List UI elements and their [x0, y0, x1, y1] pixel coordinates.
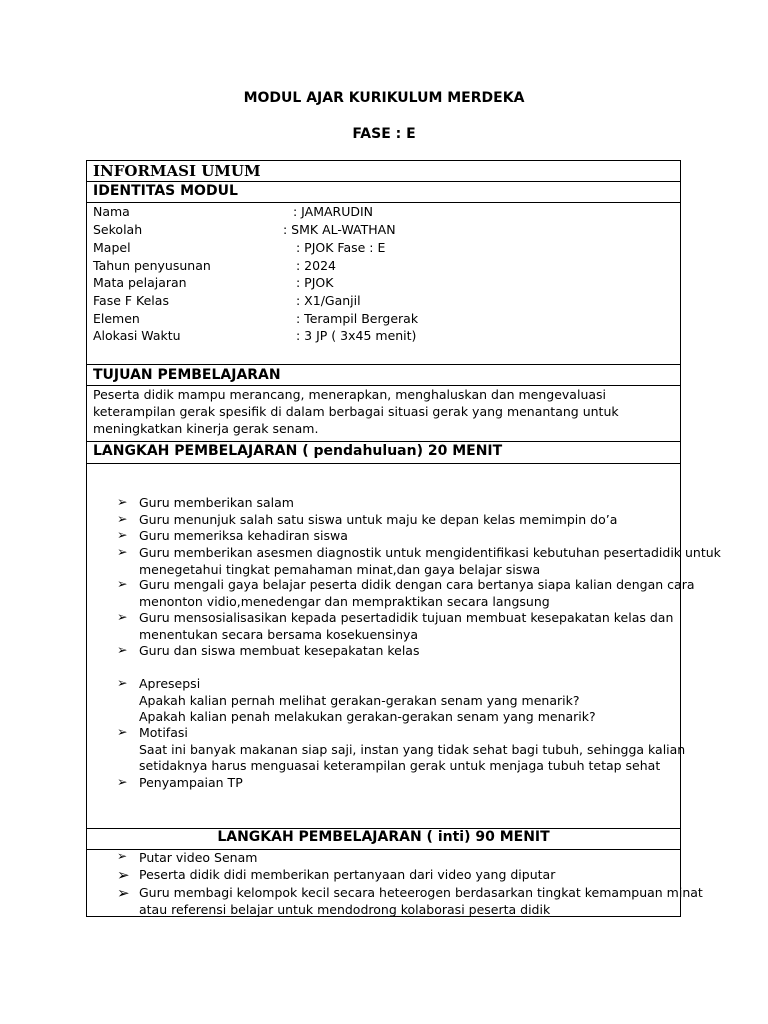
bullet-arrow-icon: ➢: [117, 866, 130, 884]
bullet-arrow-icon: ➢: [117, 576, 128, 591]
bullet-arrow-icon: ➢: [117, 494, 128, 509]
list-item-text: Guru memeriksa kehadiran siswa: [139, 528, 348, 543]
identity-value-subject: : PJOK Fase : E: [296, 240, 386, 255]
section-intro-steps: LANGKAH PEMBELAJARAN ( pendahuluan) 20 MENIT: [93, 443, 503, 459]
list-item-text: Guru mensosialisasikan kepada pesertadidik tujuan membuat kesepakatan kelas dan: [139, 610, 674, 625]
list-item-text: atau referensi belajar untuk mendodrong kolaborasi peserta didik: [139, 902, 551, 917]
identity-value-course: : PJOK: [296, 275, 334, 290]
identity-value-element: : Terampil Bergerak: [296, 311, 419, 326]
list-item-text: Apresepsi: [139, 676, 201, 691]
bullet-arrow-icon: ➢: [117, 527, 128, 542]
bullet-arrow-icon: ➢: [117, 609, 128, 624]
identity-label-year: Tahun penyusunan: [93, 258, 211, 273]
section-learning-goals: TUJUAN PEMBELAJARAN: [93, 367, 281, 383]
divider: [87, 441, 680, 442]
module-table: [86, 160, 721, 917]
bullet-arrow-icon: ➢: [117, 675, 128, 690]
list-item-text: Putar video Senam: [139, 850, 258, 865]
divider: [87, 463, 680, 464]
bullet-arrow-icon: ➢: [117, 544, 128, 559]
list-item-text: Guru menunjuk salah satu siswa untuk maju ke depan kelas memimpin do’a: [139, 512, 618, 527]
phase-label: FASE : E: [352, 126, 416, 142]
identity-label-school: Sekolah: [93, 222, 143, 237]
divider: [87, 364, 680, 365]
list-item-text: Saat ini banyak makanan siap saji, instan yang tidak sehat bagi tubuh, sehingga kalian: [139, 741, 686, 757]
identity-value-class: : X1/Ganjil: [296, 293, 361, 308]
bullet-arrow-icon: ➢: [117, 724, 128, 739]
identity-label-class: Fase F Kelas: [93, 293, 169, 308]
list-item-text: setidaknya harus menguasai keterampilan gerak untuk menjaga tubuh tetap sehat: [139, 758, 661, 773]
identity-value-time: : 3 JP ( 3x45 menit): [296, 328, 417, 343]
identity-label-time: Alokasi Waktu: [93, 328, 181, 343]
list-item-text: menentukan secara bersama kosekuensinya: [139, 626, 419, 642]
identity-label-subject: Mapel: [93, 240, 131, 255]
list-item-text: Penyampaian TP: [139, 775, 243, 790]
section-general-info: INFORMASI UMUM: [93, 162, 261, 180]
document-title: MODUL AJAR KURIKULUM MERDEKA: [243, 90, 525, 106]
list-item-text: Guru dan siswa membuat kesepakatan kelas: [139, 643, 420, 658]
bullet-arrow-icon: ➢: [117, 511, 128, 526]
identity-value-year: : 2024: [296, 258, 336, 273]
list-item-text: Apakah kalian penah melakukan gerakan-gerakan senam yang menarik?: [139, 709, 596, 724]
list-item-text: Guru memberikan salam: [139, 495, 294, 510]
learning-goals-text: Peserta didik mampu merancang, menerapkan, menghaluskan dan mengevaluasi keterampilan gerak spesifik di dalam berbagai situasi gerak yang menantang untuk meningkatkan kinerja gerak senam.: [93, 387, 619, 436]
list-item-text: menegetahui tingkat pemahaman minat,dan gaya belajar siswa: [139, 561, 541, 577]
bullet-arrow-icon: ➢: [117, 774, 128, 789]
identity-value-school: : SMK AL-WATHAN: [283, 222, 396, 237]
list-item-text: Apakah kalian pernah melihat gerakan-gerakan senam yang menarik?: [139, 692, 580, 708]
divider: [87, 181, 680, 182]
section-module-identity: IDENTITAS MODUL: [93, 183, 238, 199]
list-item-text: Guru membagi kelompok kecil secara heteerogen berdasarkan tingkat kemampuan minat: [139, 885, 703, 900]
bullet-arrow-icon: ➢: [117, 884, 130, 902]
divider: [87, 202, 680, 203]
list-item-text: Peserta didik didi memberikan pertanyaan dari video yang diputar: [139, 867, 556, 882]
identity-value-name: : JAMARUDIN: [293, 204, 374, 219]
list-item-text: menonton vidio,menedengar dan mempraktikan secara langsung: [139, 593, 550, 609]
bullet-arrow-icon: ➢: [117, 849, 128, 863]
list-item-text: Guru mengali gaya belajar peserta didik dengan cara bertanya siapa kalian dengan cara: [139, 577, 695, 592]
bullet-arrow-icon: ➢: [117, 642, 128, 657]
identity-label-element: Elemen: [93, 311, 140, 326]
list-item-text: Guru memberikan asesmen diagnostik untuk mengidentifikasi kebutuhan pesertadidik untuk: [139, 545, 721, 560]
section-core-steps: LANGKAH PEMBELAJARAN ( inti) 90 MENIT: [217, 829, 550, 845]
identity-label-course: Mata pelajaran: [93, 275, 187, 290]
identity-label-name: Nama: [93, 204, 130, 219]
list-item-text: Motifasi: [139, 725, 188, 740]
